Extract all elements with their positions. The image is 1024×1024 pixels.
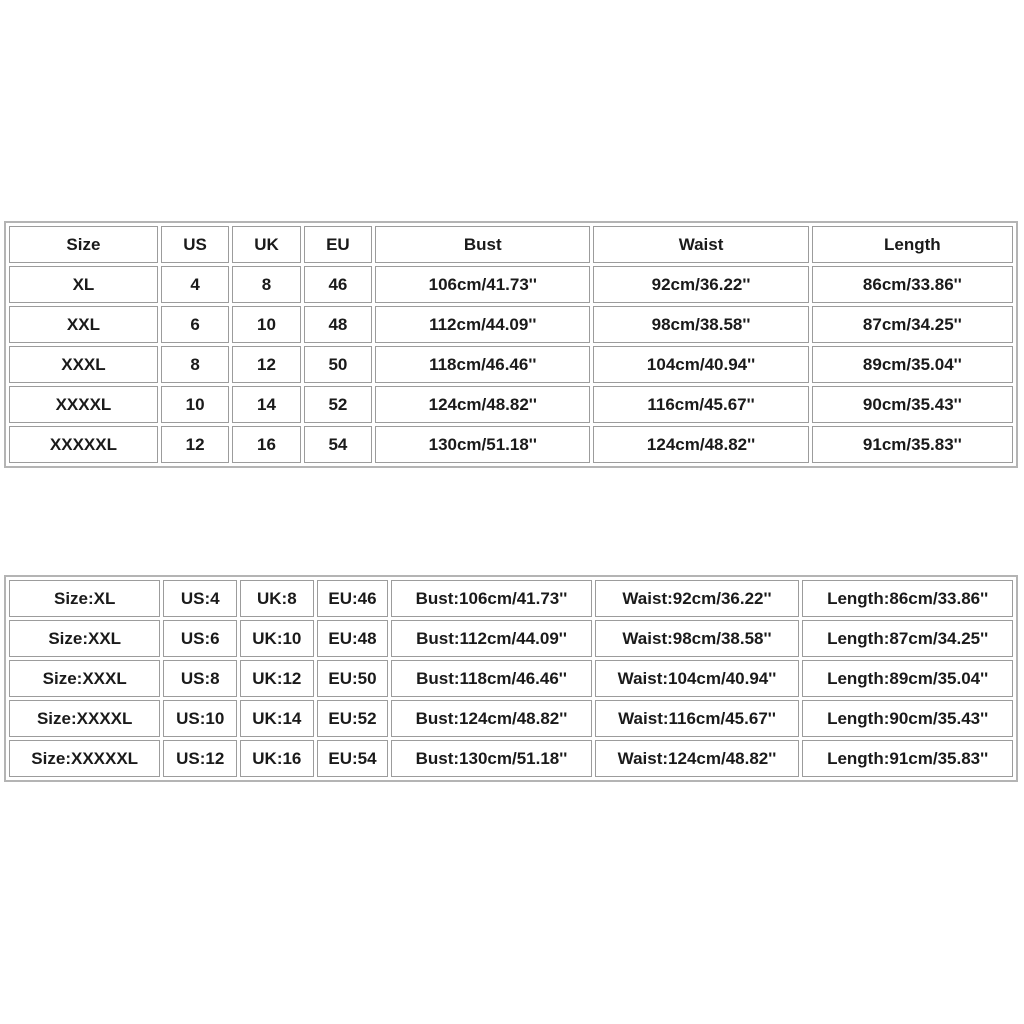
cell-length: 86cm/33.86'' <box>812 266 1013 303</box>
cell-size: XL <box>9 266 158 303</box>
cell-bust: 106cm/41.73'' <box>375 266 590 303</box>
header-length: Length <box>812 226 1013 263</box>
table-row <box>9 386 1013 423</box>
cell-uk: UK:16 <box>240 740 314 777</box>
cell-eu: EU:46 <box>317 580 389 617</box>
cell-length: 91cm/35.83'' <box>812 426 1013 463</box>
cell-eu: EU:48 <box>317 620 389 657</box>
table-row <box>9 426 1013 463</box>
cell-us: 4 <box>161 266 229 303</box>
size-chart-table <box>4 221 1018 468</box>
cell-uk: UK:10 <box>240 620 314 657</box>
labeled-size-chart-table <box>4 575 1018 782</box>
cell-waist: 98cm/38.58'' <box>593 306 808 343</box>
cell-us: 6 <box>161 306 229 343</box>
cell-bust: 118cm/46.46'' <box>375 346 590 383</box>
cell-waist: Waist:116cm/45.67'' <box>595 700 800 737</box>
cell-size: XXXL <box>9 346 158 383</box>
header-us: US <box>161 226 229 263</box>
cell-uk: UK:12 <box>240 660 314 697</box>
cell-us: US:4 <box>163 580 237 617</box>
cell-length: Length:89cm/35.04'' <box>802 660 1013 697</box>
table-row <box>9 740 1013 777</box>
cell-eu: 46 <box>304 266 372 303</box>
cell-size: Size:XXXXL <box>9 700 160 737</box>
table-row <box>9 620 1013 657</box>
table-header-row <box>9 226 1013 263</box>
cell-uk: 16 <box>232 426 300 463</box>
cell-bust: Bust:112cm/44.09'' <box>391 620 591 657</box>
cell-waist: Waist:98cm/38.58'' <box>595 620 800 657</box>
cell-length: 87cm/34.25'' <box>812 306 1013 343</box>
cell-waist: 124cm/48.82'' <box>593 426 808 463</box>
cell-bust: 124cm/48.82'' <box>375 386 590 423</box>
cell-eu: 54 <box>304 426 372 463</box>
cell-waist: Waist:92cm/36.22'' <box>595 580 800 617</box>
cell-bust: 112cm/44.09'' <box>375 306 590 343</box>
header-waist: Waist <box>593 226 808 263</box>
cell-uk: 14 <box>232 386 300 423</box>
header-size: Size <box>9 226 158 263</box>
cell-uk: UK:8 <box>240 580 314 617</box>
table-row <box>9 700 1013 737</box>
cell-bust: Bust:118cm/46.46'' <box>391 660 591 697</box>
cell-bust: Bust:124cm/48.82'' <box>391 700 591 737</box>
cell-uk: 8 <box>232 266 300 303</box>
table-row <box>9 660 1013 697</box>
cell-waist: Waist:104cm/40.94'' <box>595 660 800 697</box>
cell-length: Length:90cm/35.43'' <box>802 700 1013 737</box>
cell-size: XXL <box>9 306 158 343</box>
cell-size: Size:XL <box>9 580 160 617</box>
cell-uk: UK:14 <box>240 700 314 737</box>
cell-us: US:8 <box>163 660 237 697</box>
cell-waist: 92cm/36.22'' <box>593 266 808 303</box>
cell-waist: 116cm/45.67'' <box>593 386 808 423</box>
table-row <box>9 266 1013 303</box>
cell-length: 90cm/35.43'' <box>812 386 1013 423</box>
cell-size: Size:XXL <box>9 620 160 657</box>
cell-size: XXXXXL <box>9 426 158 463</box>
cell-eu: EU:50 <box>317 660 389 697</box>
header-eu: EU <box>304 226 372 263</box>
cell-length: Length:87cm/34.25'' <box>802 620 1013 657</box>
cell-eu: 50 <box>304 346 372 383</box>
cell-size: Size:XXXL <box>9 660 160 697</box>
cell-waist: 104cm/40.94'' <box>593 346 808 383</box>
cell-us: 12 <box>161 426 229 463</box>
header-bust: Bust <box>375 226 590 263</box>
cell-us: US:12 <box>163 740 237 777</box>
cell-us: 8 <box>161 346 229 383</box>
table-row <box>9 306 1013 343</box>
cell-eu: 48 <box>304 306 372 343</box>
cell-length: 89cm/35.04'' <box>812 346 1013 383</box>
cell-eu: EU:52 <box>317 700 389 737</box>
cell-us: US:10 <box>163 700 237 737</box>
cell-bust: Bust:130cm/51.18'' <box>391 740 591 777</box>
cell-waist: Waist:124cm/48.82'' <box>595 740 800 777</box>
table-row <box>9 346 1013 383</box>
cell-uk: 12 <box>232 346 300 383</box>
cell-eu: 52 <box>304 386 372 423</box>
cell-us: US:6 <box>163 620 237 657</box>
cell-size: Size:XXXXXL <box>9 740 160 777</box>
cell-length: Length:91cm/35.83'' <box>802 740 1013 777</box>
table-row <box>9 580 1013 617</box>
cell-bust: 130cm/51.18'' <box>375 426 590 463</box>
cell-us: 10 <box>161 386 229 423</box>
cell-size: XXXXL <box>9 386 158 423</box>
cell-length: Length:86cm/33.86'' <box>802 580 1013 617</box>
cell-bust: Bust:106cm/41.73'' <box>391 580 591 617</box>
header-uk: UK <box>232 226 300 263</box>
cell-eu: EU:54 <box>317 740 389 777</box>
cell-uk: 10 <box>232 306 300 343</box>
